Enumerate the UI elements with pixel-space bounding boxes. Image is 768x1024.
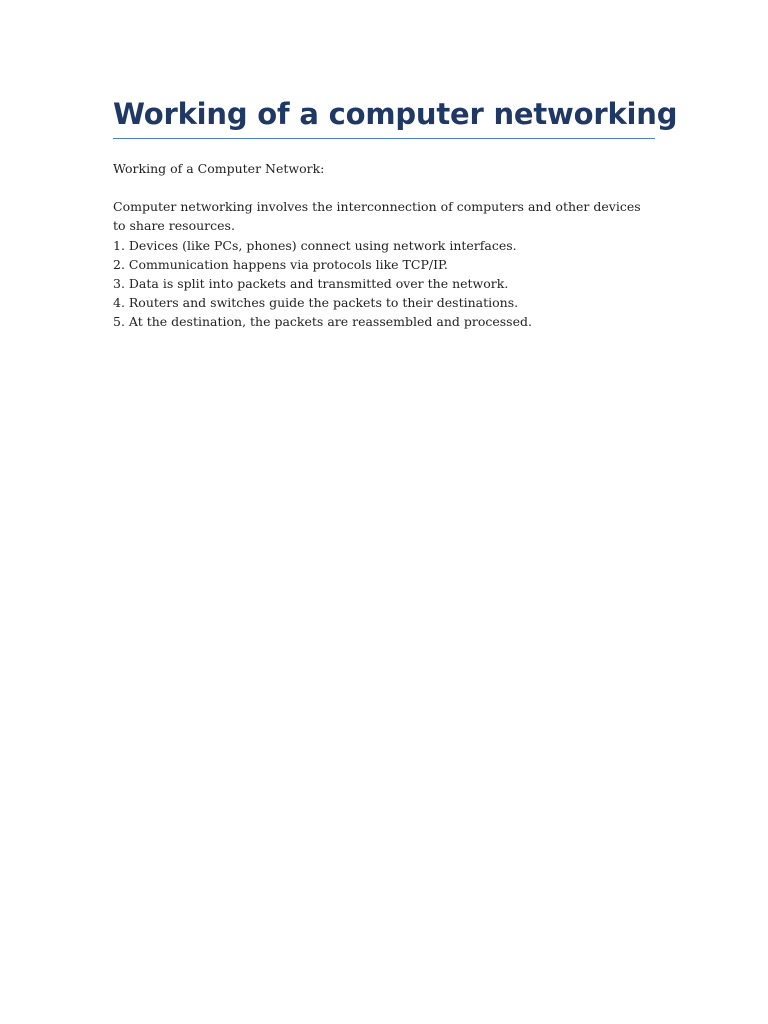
steps-list xyxy=(113,236,655,332)
step-item-4: 4. Routers and switches guide the packets to their destinations. xyxy=(113,295,519,311)
step-item-2: 2. Communication happens via protocols like TCP/IP. xyxy=(113,256,448,272)
intro-paragraph: Computer networking involves the interconnection of computers and other devices to share resources. xyxy=(113,199,641,234)
step-item-5: 5. At the destination, the packets are reassembled and processed. xyxy=(113,314,532,330)
document-page xyxy=(113,92,678,332)
section-subheading: Working of a Computer Network: xyxy=(113,161,325,176)
title-underline-divider xyxy=(113,138,655,139)
document-title: Working of a computer networking xyxy=(113,97,678,131)
step-item-1: 1. Devices (like PCs, phones) connect using network interfaces. xyxy=(113,237,517,253)
step-item-3: 3. Data is split into packets and transmitted over the network. xyxy=(113,276,509,292)
